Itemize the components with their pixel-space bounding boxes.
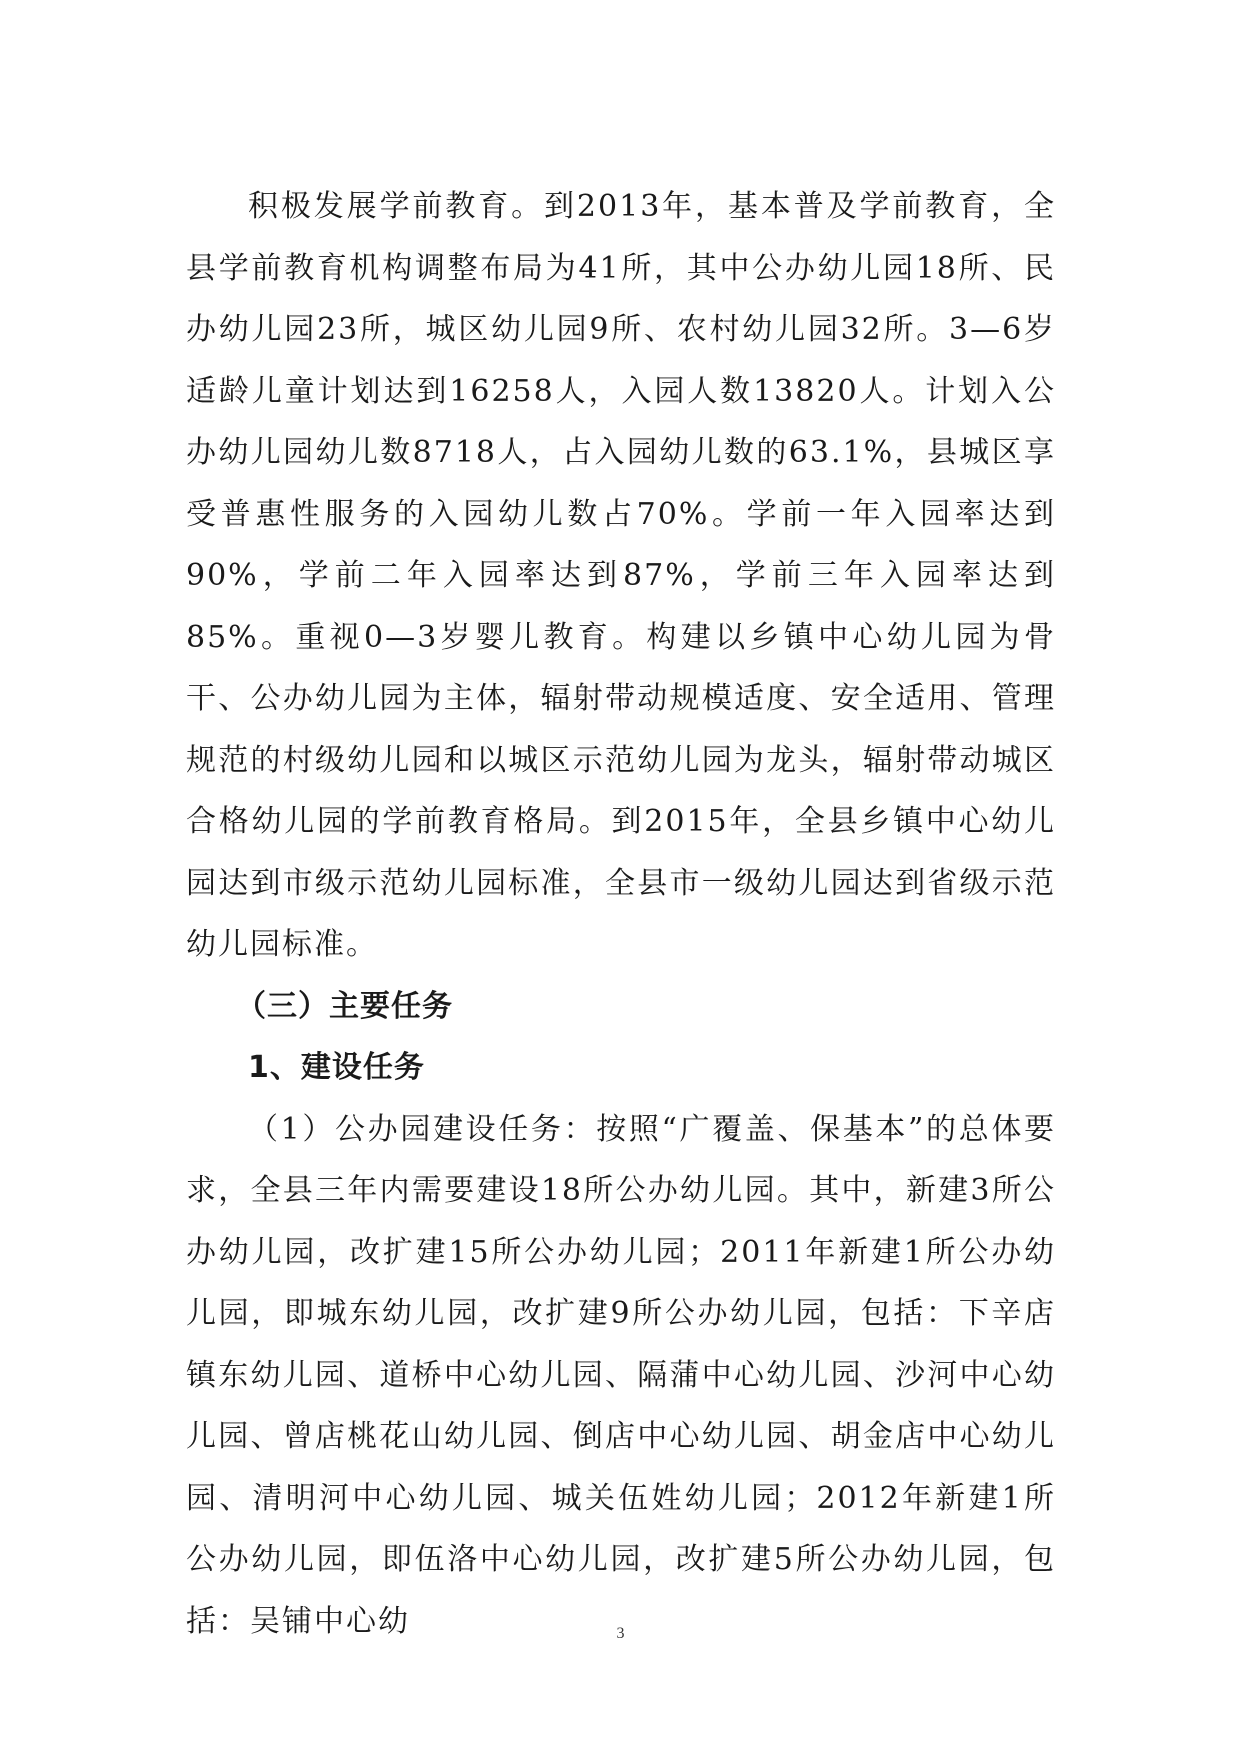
paragraph-preschool-development: 积极发展学前教育。到2013年，基本普及学前教育，全县学前教育机构调整布局为41所，其中公办幼儿园18所、民办幼儿园23所，城区幼儿园9所、农村幼儿园32所。3—6岁适龄儿童计划达到16258人，入园人数13820人。计划入公办幼儿园幼儿数8718人，占入园幼儿数的63.1%，县城区享受普惠性服务的入园幼儿数占70%。学前一年入园率达到90%，学前二年入园率达到87%，学前三年入园率达到85%。重视0—3岁婴儿教育。构建以乡镇中心幼儿园为骨干、公办幼儿园为主体，辐射带动规模适度、安全适用、管理规范的村级幼儿园和以城区示范幼儿园为龙头，辐射带动城区合格幼儿园的学前教育格局。到2015年，全县乡镇中心幼儿园达到市级示范幼儿园标准，全县市一级幼儿园达到省级示范幼儿园标准。	[186, 189, 1056, 962]
page-number: 3	[616, 1625, 625, 1642]
subsection-heading: 1、建设任务	[248, 1050, 425, 1085]
paragraph-public-kindergarten-tasks: （1）公办园建设任务：按照“广覆盖、保基本”的总体要求，全县三年内需要建设18所公办幼儿园。其中，新建3所公办幼儿园，改扩建15所公办幼儿园；2011年新建1所公办幼儿园，即城东幼儿园，改扩建9所公办幼儿园，包括：下辛店镇东幼儿园、道桥中心幼儿园、隔蒲中心幼儿园、沙河中心幼儿园、曾店桃花山幼儿园、倒店中心幼儿园、胡金店中心幼儿园、清明河中心幼儿园、城关伍姓幼儿园；2012年新建1所公办幼儿园，即伍洛中心幼儿园，改扩建5所公办幼儿园，包括：吴铺中心幼	[186, 1111, 1056, 1639]
document-body	[186, 176, 1056, 1652]
section-heading: （三）主要任务	[236, 988, 453, 1024]
